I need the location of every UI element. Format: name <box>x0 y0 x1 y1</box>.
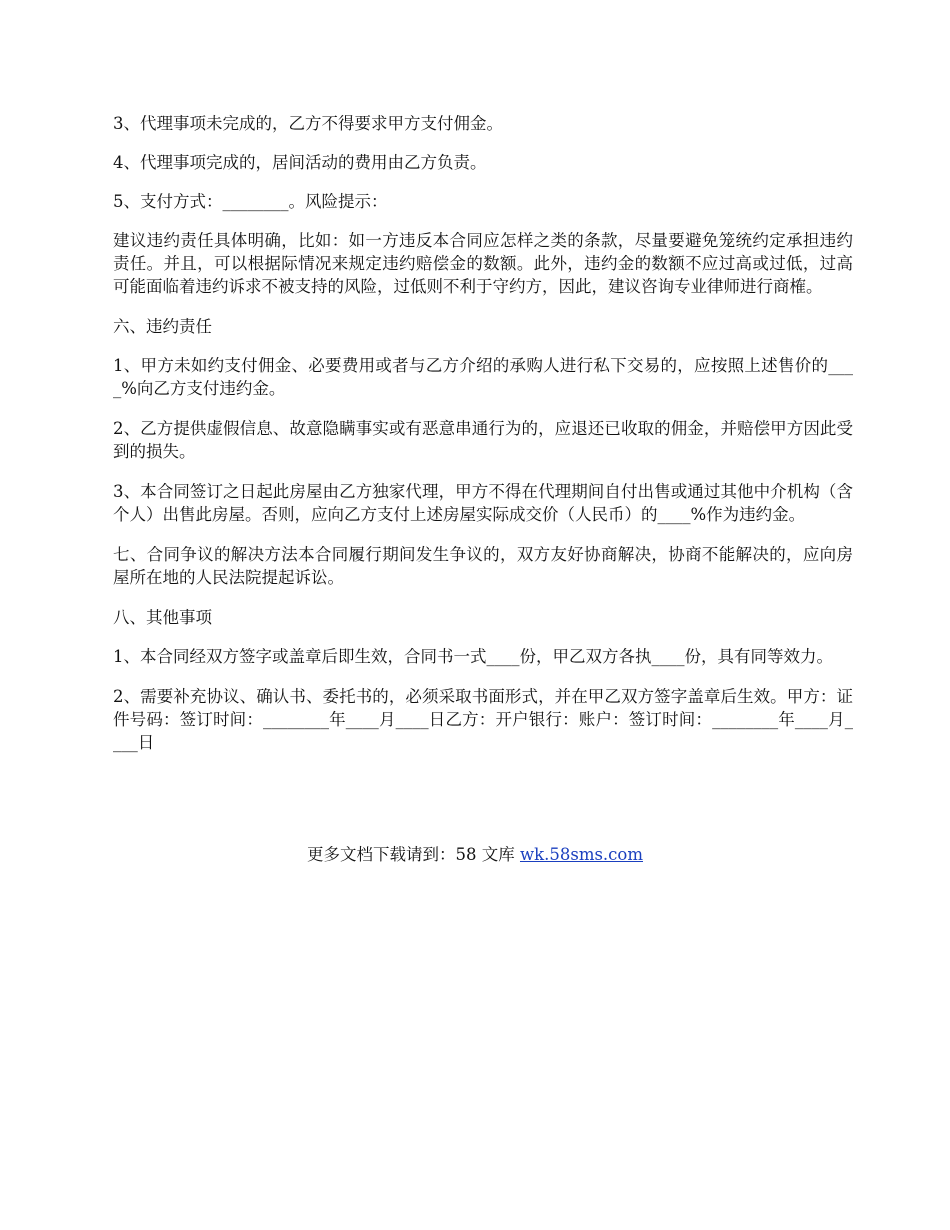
other-clause-2-signatures: 2、需要补充协议、确认书、委托书的，必须采取书面形式，并在甲乙双方签字盖章后生效。甲方：证件号码：签订时间：________年____月____日乙方：开户银行：账户：签订时间：________年____月____日 <box>113 687 853 752</box>
download-footer <box>0 844 950 866</box>
clause-3-commission-unfinished: 3、代理事项未完成的，乙方不得要求甲方支付佣金。 <box>113 114 503 133</box>
breach-clause-1: 1、甲方未如约支付佣金、必要费用或者与乙方介绍的承购人进行私下交易的，应按照上述售价的____%向乙方支付违约金。 <box>113 356 853 398</box>
risk-tip-paragraph: 建议违约责任具体明确，比如：如一方违反本合同应怎样之类的条款，尽量要避免笼统约定承担违约责任。并且，可以根据际情况来规定违约赔偿金的数额。此外，违约金的数额不应过高或过低，过高可能面临着违约诉求不被支持的风险，过低则不利于守约方，因此，建议咨询专业律师进行商榷。 <box>113 231 853 296</box>
breach-clause-3: 3、本合同签订之日起此房屋由乙方独家代理，甲方不得在代理期间自付出售或通过其他中介机构（含个人）出售此房屋。否则，应向乙方支付上述房屋实际成交价（人民币）的____%作为违约金。 <box>113 482 853 524</box>
clause-5-payment-method: 5、支付方式：________。风险提示： <box>113 192 388 211</box>
breach-clause-2: 2、乙方提供虚假信息、故意隐瞒事实或有恶意串通行为的，应退还已收取的佣金，并赔偿甲方因此受到的损失。 <box>113 419 853 461</box>
footer-prefix: 更多文档下载请到：58 文库 <box>306 845 520 864</box>
other-clause-1: 1、本合同经双方签字或盖章后即生效，合同书一式____份，甲乙双方各执____份，具有同等效力。 <box>113 647 833 666</box>
footer-link[interactable]: wk.58sms.com <box>519 845 643 864</box>
section-7-dispute-resolution: 七、合同争议的解决方法本合同履行期间发生争议的，双方友好协商解决，协商不能解决的，应向房屋所在地的人民法院提起诉讼。 <box>113 545 853 587</box>
clause-4-intermediary-costs: 4、代理事项完成的，居间活动的费用由乙方负责。 <box>113 153 487 172</box>
section-6-heading: 六、违约责任 <box>113 317 212 336</box>
document-body <box>113 112 853 771</box>
section-8-heading: 八、其他事项 <box>113 608 212 627</box>
